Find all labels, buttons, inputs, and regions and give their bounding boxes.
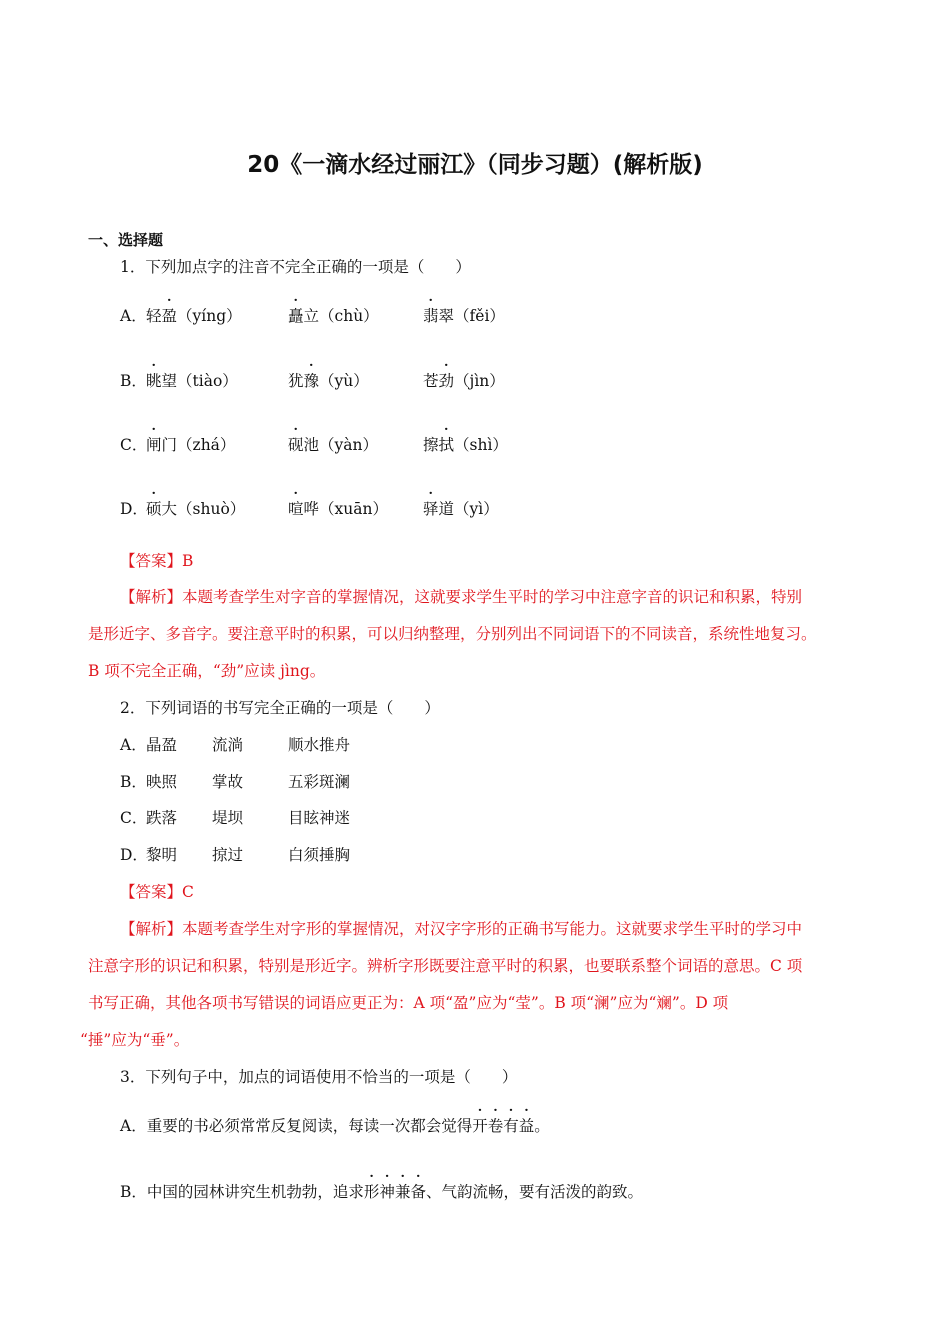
dotted-char: 驿 bbox=[423, 500, 439, 518]
option-letter: C． bbox=[120, 436, 148, 454]
char: 大 bbox=[161, 500, 178, 518]
q2-option-a bbox=[120, 733, 350, 755]
option-letter: B． bbox=[120, 773, 147, 791]
q1-analysis-line-3: B 项不完全正确，“劲”应读 jìng。 bbox=[88, 662, 326, 680]
q3-option-b bbox=[120, 1180, 643, 1202]
word-3: 目眩神迷 bbox=[288, 809, 351, 827]
q1-analysis-line-1: 【解析】本题考查学生对字音的掌握情况，这就要求学生平时的学习中注意字音的识记和积累，特别 bbox=[120, 588, 803, 606]
q2-option-c bbox=[120, 806, 350, 828]
pinyin-item bbox=[288, 369, 369, 391]
q2-option-b bbox=[120, 770, 350, 792]
pinyin-item bbox=[146, 369, 238, 391]
q1-stem: 1．下列加点字的注音不完全正确的一项是（ ） bbox=[120, 258, 471, 276]
dotted-char: 备 bbox=[410, 1183, 426, 1201]
char: 轻 bbox=[146, 307, 162, 325]
dotted-char: 砚 bbox=[288, 436, 304, 454]
dotted-char: 眺 bbox=[146, 372, 162, 390]
pinyin-item bbox=[288, 433, 378, 455]
pinyin: （yù） bbox=[319, 372, 369, 390]
dotted-char: 硕 bbox=[146, 500, 162, 518]
pinyin: （shì） bbox=[454, 436, 508, 454]
q1-answer: 【答案】B bbox=[120, 552, 194, 570]
pinyin: （yàn） bbox=[319, 436, 379, 454]
option-letter: D． bbox=[120, 846, 148, 864]
char: 池 bbox=[303, 436, 320, 454]
dotted-char: 闸 bbox=[146, 436, 162, 454]
char: 哗 bbox=[303, 500, 320, 518]
pinyin: （jìn） bbox=[454, 372, 505, 390]
dotted-char: 矗 bbox=[288, 307, 304, 325]
dotted-char: 形 bbox=[363, 1183, 380, 1201]
word-1: 黎明 bbox=[146, 846, 178, 864]
pinyin-item bbox=[423, 369, 505, 391]
word-2: 掠过 bbox=[212, 846, 244, 864]
q3-option-a bbox=[120, 1114, 550, 1136]
option-letter: A． bbox=[120, 307, 147, 325]
sentence-start: B．中国的园林讲究生机勃勃，追求 bbox=[120, 1183, 364, 1201]
word-3: 白须捶胸 bbox=[288, 846, 351, 864]
option-letter: D． bbox=[120, 500, 148, 518]
q2-analysis-line-4: “捶”应为“垂”。 bbox=[80, 1031, 190, 1049]
q2-stem: 2．下列词语的书写完全正确的一项是（ ） bbox=[120, 699, 440, 717]
pinyin-item bbox=[423, 304, 505, 326]
dotted-char: 开 bbox=[472, 1117, 488, 1135]
word-1: 晶盈 bbox=[146, 736, 178, 754]
pinyin-item bbox=[146, 497, 245, 519]
dotted-char: 卷 bbox=[487, 1117, 504, 1135]
q2-analysis-line-1: 【解析】本题考查学生对字形的掌握情况，对汉字字形的正确书写能力。这就要求学生平时的学习中 bbox=[120, 920, 803, 938]
option-letter: B． bbox=[120, 372, 147, 390]
word-2: 流淌 bbox=[212, 736, 244, 754]
word-1: 映照 bbox=[146, 773, 178, 791]
option-letter: C． bbox=[120, 809, 148, 827]
word-2: 堤坝 bbox=[212, 809, 244, 827]
q3-stem: 3．下列句子中，加点的词语使用不恰当的一项是（ ） bbox=[120, 1068, 518, 1086]
word-1: 跌落 bbox=[146, 809, 178, 827]
pinyin-item bbox=[288, 304, 379, 326]
q2-answer: 【答案】C bbox=[120, 883, 194, 901]
section-heading: 一、选择题 bbox=[88, 231, 164, 249]
dotted-char: 翡 bbox=[423, 307, 439, 325]
option-letter: A． bbox=[120, 736, 147, 754]
pinyin: （fěi） bbox=[454, 307, 505, 325]
dotted-char: 盈 bbox=[161, 307, 178, 325]
char: 道 bbox=[438, 500, 455, 518]
word-3: 五彩斑澜 bbox=[288, 773, 351, 791]
pinyin: （yíng） bbox=[177, 307, 242, 325]
dotted-char: 益 bbox=[518, 1117, 535, 1135]
pinyin: （chù） bbox=[319, 307, 379, 325]
pinyin: （shuò） bbox=[177, 500, 246, 518]
dotted-char: 拭 bbox=[438, 436, 455, 454]
pinyin: （yì） bbox=[454, 500, 499, 518]
dotted-char: 喧 bbox=[288, 500, 304, 518]
word-3: 顺水推舟 bbox=[288, 736, 351, 754]
q2-option-d bbox=[120, 843, 350, 865]
char: 犹 bbox=[288, 372, 304, 390]
pinyin: （tiào） bbox=[177, 372, 238, 390]
pinyin: （xuān） bbox=[319, 500, 388, 518]
dotted-char: 神 bbox=[379, 1183, 395, 1201]
char: 门 bbox=[161, 436, 178, 454]
word-2: 掌故 bbox=[212, 773, 244, 791]
pinyin-item bbox=[146, 304, 242, 326]
dotted-char: 豫 bbox=[303, 372, 320, 390]
char: 翠 bbox=[438, 307, 455, 325]
char: 望 bbox=[161, 372, 178, 390]
pinyin: （zhá） bbox=[177, 436, 236, 454]
pinyin-item bbox=[146, 433, 235, 455]
pinyin-item bbox=[288, 497, 388, 519]
dotted-char: 有 bbox=[503, 1117, 519, 1135]
sentence-end: 、气韵流畅，要有活泼的韵致。 bbox=[425, 1183, 643, 1201]
pinyin-item bbox=[423, 433, 508, 455]
q1-analysis-line-2: 是形近字、多音字。要注意平时的积累，可以归纳整理，分别列出不同词语下的不同读音，系统性地复习。 bbox=[88, 625, 817, 643]
pinyin-item bbox=[423, 497, 499, 519]
dotted-char: 劲 bbox=[438, 372, 455, 390]
sentence-start: A．重要的书必须常常反复阅读，每读一次都会觉得 bbox=[120, 1117, 473, 1135]
q2-analysis-line-3: 书写正确，其他各项书写错误的词语应更正为：A 项“盈”应为“莹”。B 项“澜”应为“斓”。D 项 bbox=[88, 994, 729, 1012]
sentence-end: 。 bbox=[534, 1117, 550, 1135]
q2-analysis-line-2: 注意字形的识记和积累，特别是形近字。辨析字形既要注意平时的积累，也要联系整个词语的意思。C 项 bbox=[88, 957, 803, 975]
page-title: 20《一滴水经过丽江》（同步习题）(解析版) bbox=[247, 152, 703, 178]
char: 苍 bbox=[423, 372, 439, 390]
char: 立 bbox=[303, 307, 320, 325]
char: 擦 bbox=[423, 436, 439, 454]
dotted-char: 兼 bbox=[394, 1183, 411, 1201]
